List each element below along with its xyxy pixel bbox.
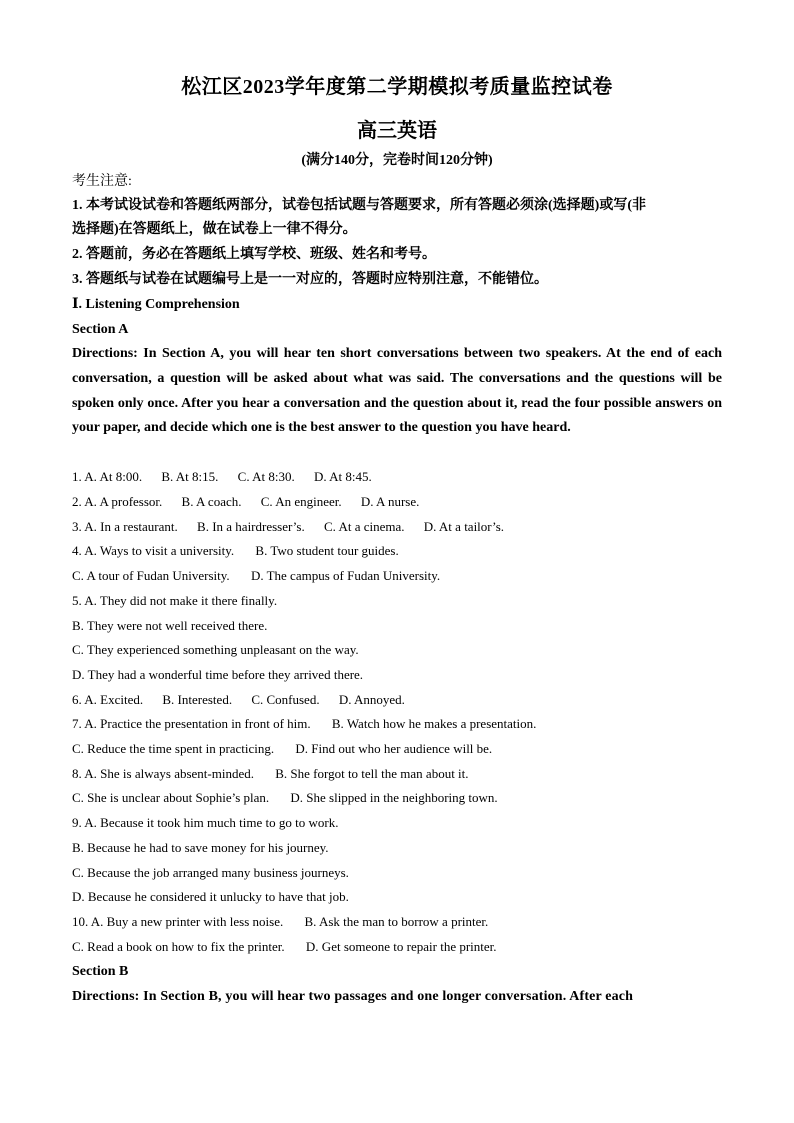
question-10-row-1 [72,913,488,931]
q9-option-b[interactable]: B. Because he had to save money for his journey. [72,840,329,855]
notice-item-1: 1. 本考试设试卷和答题纸两部分，试卷包括试题与答题要求，所有答题必须涂(选择题)或写(非 [72,198,646,213]
question-7-row-1 [72,715,536,733]
q9-option-c[interactable]: C. Because the job arranged many business journeys. [72,865,349,880]
q10-option-a[interactable]: 10. A. Buy a new printer with less noise. [72,914,284,929]
q8-option-c[interactable]: C. She is unclear about Sophie’s plan. [72,790,270,805]
exam-title: 松江区2023学年度第二学期模拟考质量监控试卷 [181,76,613,98]
q2-option-a[interactable]: 2. A. A professor. [72,494,163,509]
q1-option-c[interactable]: C. At 8:30. [237,469,295,484]
q1-option-b[interactable]: B. At 8:15. [161,469,219,484]
q2-option-b[interactable]: B. A coach. [181,494,242,509]
part1-heading: Ⅰ. Listening Comprehension [72,297,240,312]
section-b-heading: Section B [72,964,129,979]
question-8-row-1 [72,765,469,783]
q10-option-d[interactable]: D. Get someone to repair the printer. [305,939,497,954]
q7-option-d[interactable]: D. Find out who her audience will be. [295,741,493,756]
question-2 [72,493,419,511]
notice-item-3: 3. 答题纸与试卷在试题编号上是一一对应的，答题时应特别注意，不能错位。 [72,272,548,287]
q6-option-a[interactable]: 6. A. Excited. [72,692,144,707]
q5-option-c[interactable]: C. They experienced something unpleasant on the way. [72,642,359,657]
q7-option-c[interactable]: C. Reduce the time spent in practicing. [72,741,275,756]
q4-option-c[interactable]: C. A tour of Fudan University. [72,568,230,583]
q6-option-b[interactable]: B. Interested. [162,692,233,707]
q9-option-d[interactable]: D. Because he considered it unlucky to have that job. [72,889,349,904]
q4-option-a[interactable]: 4. A. Ways to visit a university. [72,543,235,558]
question-3 [72,518,504,536]
q3-option-c[interactable]: C. At a cinema. [323,519,405,534]
q8-option-a[interactable]: 8. A. She is always absent-minded. [72,766,254,781]
question-8-row-2 [72,789,498,807]
section-b-directions: Directions: In Section B, you will hear two passages and one longer conversation. After each [72,989,634,1004]
q4-option-b[interactable]: B. Two student tour guides. [255,543,399,558]
notice-heading: 考生注意: [72,174,132,189]
question-1 [72,468,372,486]
section-a-directions: Directions: In Section A, you will hear ten short conversations between two speakers. At the end of each conversation, a question will be asked about what was said. The conversations and the questions will be spoken only once. After you hear a conversation and the question about it, read the four possible answers on your paper, and decide which one is the best answer to the question you have heard. [72,346,722,436]
q5-option-b[interactable]: B. They were not well received there. [72,618,268,633]
score-info: (满分140分，完卷时间120分钟) [301,153,493,168]
q8-option-d[interactable]: D. She slipped in the neighboring town. [290,790,498,805]
q2-option-d[interactable]: D. A nurse. [360,494,420,509]
q7-option-a[interactable]: 7. A. Practice the presentation in front of him. [72,716,311,731]
q10-option-c[interactable]: C. Read a book on how to fix the printer. [72,939,285,954]
q9-option-a[interactable]: 9. A. Because it took him much time to go to work. [72,815,339,830]
q8-option-b[interactable]: B. She forgot to tell the man about it. [275,766,469,781]
question-7-row-2 [72,740,492,758]
q1-option-d[interactable]: D. At 8:45. [313,469,372,484]
question-4-row-1 [72,542,399,560]
question-4-row-2 [72,567,440,585]
question-10-row-2 [72,938,497,956]
q3-option-b[interactable]: B. In a hairdresser’s. [197,519,305,534]
q5-option-d[interactable]: D. They had a wonderful time before they arrived there. [72,667,364,682]
notice-item-1-cont: 选择题)在答题纸上，做在试卷上一律不得分。 [72,222,357,237]
q1-option-a[interactable]: 1. A. At 8:00. [72,469,143,484]
question-6 [72,691,405,709]
q5-option-a[interactable]: 5. A. They did not make it there finally. [72,593,278,608]
q4-option-d[interactable]: D. The campus of Fudan University. [250,568,441,583]
q3-option-d[interactable]: D. At a tailor’s. [423,519,505,534]
q3-option-a[interactable]: 3. A. In a restaurant. [72,519,178,534]
q10-option-b[interactable]: B. Ask the man to borrow a printer. [304,914,489,929]
q7-option-b[interactable]: B. Watch how he makes a presentation. [331,716,537,731]
notice-item-2: 2. 答题前，务必在答题纸上填写学校、班级、姓名和考号。 [72,247,436,262]
section-a-heading: Section A [72,322,129,337]
q6-option-c[interactable]: C. Confused. [251,692,320,707]
exam-subtitle: 高三英语 [357,120,437,142]
q6-option-d[interactable]: D. Annoyed. [338,692,405,707]
q2-option-c[interactable]: C. An engineer. [260,494,342,509]
